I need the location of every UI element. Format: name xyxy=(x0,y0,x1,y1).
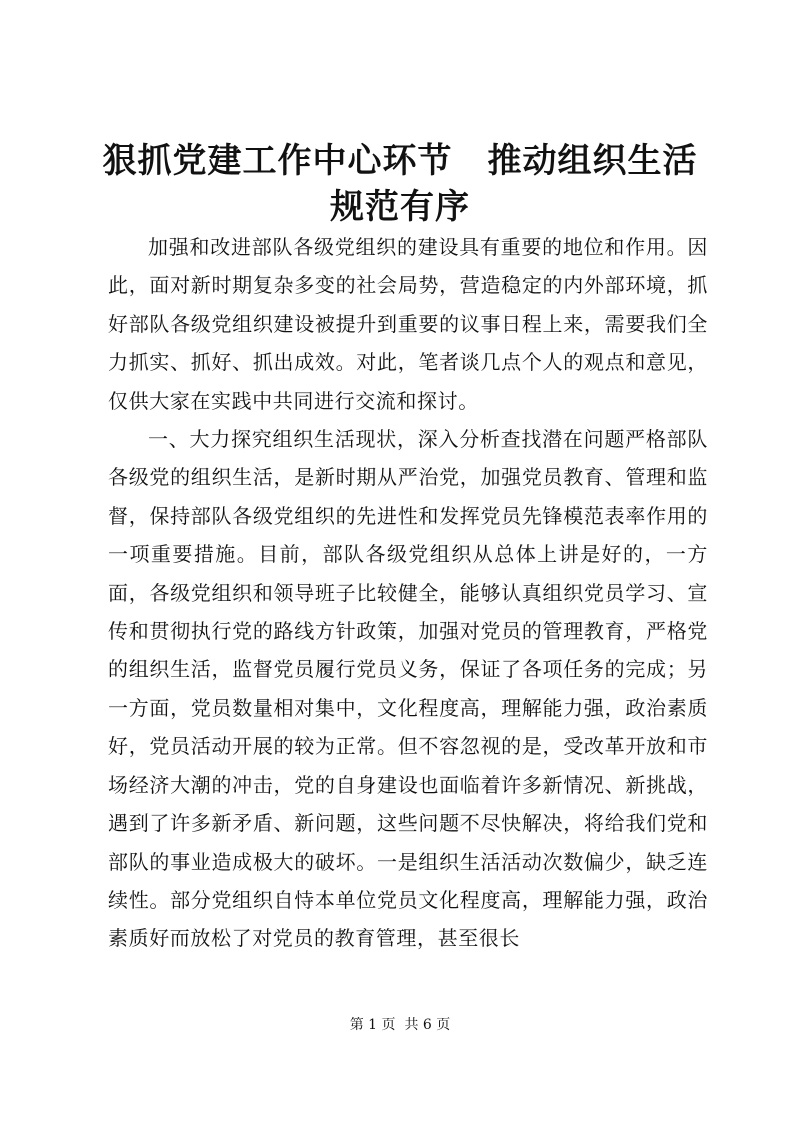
paragraph-intro: 加强和改进部队各级党组织的建设具有重要的地位和作用。因此，面对新时期复杂多变的社会局势，营造稳定的内外部环境，抓好部队各级党组织建设被提升到重要的议事日程上来，需要我们全力抓实、抓好、抓出成效。对此，笔者谈几点个人的观点和意见，仅供大家在实践中共同进行交流和探讨。 xyxy=(108,235,708,413)
page-number-label: 第 1 页 共 6 页 xyxy=(349,1017,451,1033)
document-title: 狠抓党建工作中心环节 推动组织生活规范有序 xyxy=(102,141,698,227)
document-body xyxy=(108,228,708,958)
paragraph-section-one: 一、大力探究组织生活现状，深入分析查找潜在问题严格部队各级党的组织生活，是新时期从严治党，加强党员教育、管理和监督，保持部队各级党组织的先进性和发挥党员先锋模范表率作用的一项重要措施。目前，部队各级党组织从总体上讲是好的，一方面，各级党组织和领导班子比较健全，能够认真组织党员学习、宣传和贯彻执行党的路线方针政策，加强对党员的管理教育，严格党的组织生活，监督党员履行党员义务，保证了各项任务的完成；另一方面，党员数量相对集中，文化程度高，理解能力强，政治素质好，党员活动开展的较为正常。但不容忽视的是，受改革开放和市场经济大潮的冲击，党的自身建设也面临着许多新情况、新挑战，遇到了许多新矛盾、新问题，这些问题不尽快解决，将给我们党和部队的事业造成极大的破坏。一是组织生活活动次数偏少，缺乏连续性。部分党组织自恃本单位党员文化程度高，理解能力强，政治素质好而放松了对党员的教育管理，甚至很长 xyxy=(108,427,708,951)
page-footer xyxy=(0,1015,800,1035)
